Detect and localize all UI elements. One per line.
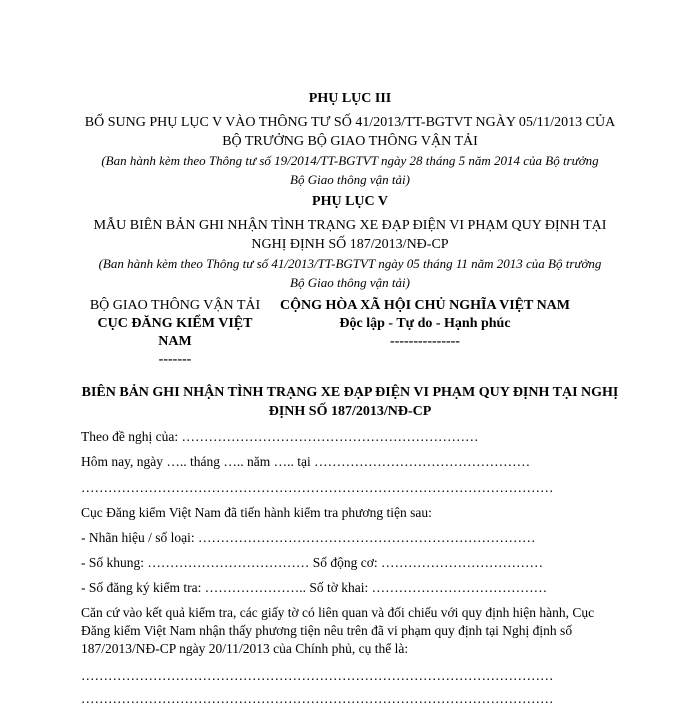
agency-dept-line1: CỤC ĐĂNG KIỂM VIỆT: [97, 316, 253, 331]
appendix-iii-note: [70, 151, 630, 189]
blank-line-3: ……………………………………………………………………………………………: [81, 691, 554, 706]
appendix-v-note-line1: (Ban hành kèm theo Thông tư số 41/2013/TT-BGTVT ngày 05 tháng 11 năm 2013 của Bộ trưởng: [98, 256, 602, 271]
appendix-v-title: PHỤ LỤC V: [312, 194, 388, 209]
appendix-iii-heading: [70, 113, 630, 151]
appendix-v-note-line2: Bộ Giao thông vận tải): [290, 275, 410, 290]
inspection-statement: Cục Đăng kiểm Việt Nam đã tiến hành kiểm tra phương tiện sau:: [81, 505, 432, 520]
agency-block: [80, 297, 270, 369]
record-title-line1: BIÊN BẢN GHI NHẬN TÌNH TRẠNG XE ĐẠP ĐIỆN VI PHẠM QUY ĐỊNH TẠI NGHỊ: [81, 385, 619, 400]
registration-declaration-field-line: - Số đăng ký kiểm tra: ………………….. Số tờ khai: …………………………………: [81, 580, 548, 595]
date-place-field-line: Hôm nay, ngày ….. tháng ….. năm ….. tại …………………………………………: [81, 454, 531, 469]
republic-motto: Độc lập - Tự do - Hạnh phúc: [339, 316, 511, 331]
blank-line-1: ……………………………………………………………………………………………: [81, 480, 554, 495]
appendix-iii-note-line1: (Ban hành kèm theo Thông tư số 19/2014/TT-BGTVT ngày 28 tháng 5 năm 2014 của Bộ trưởng: [101, 153, 599, 168]
republic-name: CỘNG HÒA XÃ HỘI CHỦ NGHĨA VIỆT NAM: [279, 298, 570, 313]
republic-block: [270, 297, 580, 351]
agency-divider: -------: [158, 352, 192, 367]
appendix-v-heading-line2: NGHỊ ĐỊNH SỐ 187/2013/NĐ-CP: [251, 237, 449, 252]
appendix-v-heading-line1: MẪU BIÊN BẢN GHI NHẬN TÌNH TRẠNG XE ĐẠP ĐIỆN VI PHẠM QUY ĐỊNH TẠI: [93, 218, 607, 233]
agency-ministry: BỘ GIAO THÔNG VẬN TẢI: [89, 298, 261, 313]
appendix-v-heading: [70, 216, 630, 254]
appendix-v-note: [70, 254, 630, 292]
conclusion-line3: 187/2013/NĐ-CP ngày 20/11/2013 của Chính phủ, cụ thể là:: [81, 641, 409, 656]
appendix-iii-note-line2: Bộ Giao thông vận tải): [290, 172, 410, 187]
blank-line-2: ……………………………………………………………………………………………: [81, 668, 554, 683]
request-field-line: Theo đề nghị của: …………………………………………………………: [81, 429, 479, 444]
frame-engine-field-line: - Số khung: ……………………………… Số động cơ: ………………………………: [81, 555, 544, 570]
appendix-iii-heading-line2: BỘ TRƯỞNG BỘ GIAO THÔNG VẬN TẢI: [222, 134, 478, 149]
brand-model-field-line: - Nhãn hiệu / số loại: …………………………………………………………………: [81, 530, 536, 545]
agency-dept-line2: NAM: [158, 334, 192, 349]
record-title: [60, 383, 640, 421]
conclusion-line1: Căn cứ vào kết quả kiểm tra, các giấy tờ có liên quan và đối chiếu với quy định hiện hành, Cục: [81, 605, 595, 620]
record-title-line2: ĐỊNH SỐ 187/2013/NĐ-CP: [268, 404, 432, 419]
conclusion-line2: Đăng kiểm Việt Nam nhận thấy phương tiện nêu trên đã vi phạm quy định tại Nghị định số: [81, 623, 573, 638]
republic-divider: ---------------: [390, 334, 460, 349]
conclusion-paragraph: [81, 604, 621, 658]
appendix-iii-heading-line1: BỔ SUNG PHỤ LỤC V VÀO THÔNG TƯ SỐ 41/2013/TT-BGTVT NGÀY 05/11/2013 CỦA: [84, 115, 616, 130]
appendix-iii-title: PHỤ LỤC III: [308, 91, 392, 106]
